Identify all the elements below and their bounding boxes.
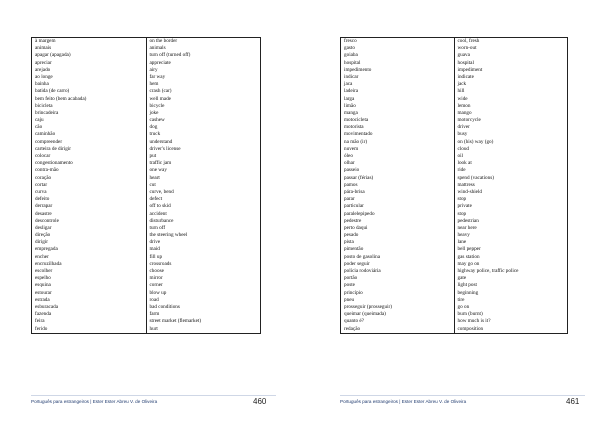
vocab-row bbox=[341, 304, 568, 311]
portuguese-term: queimar (queimada) bbox=[344, 311, 386, 318]
vocab-row bbox=[341, 103, 568, 110]
vocab-row bbox=[32, 311, 261, 318]
portuguese-term: cão bbox=[35, 124, 43, 131]
english-term: how much is it? bbox=[454, 318, 568, 325]
portuguese-term: descontrole bbox=[35, 217, 59, 224]
english-term: gas station bbox=[454, 254, 568, 261]
portuguese-term: poste bbox=[344, 282, 355, 289]
english-term: bad conditions bbox=[146, 304, 261, 311]
english-term: airy bbox=[146, 67, 261, 74]
portuguese-term: particular bbox=[344, 203, 364, 210]
portuguese-term: desastre bbox=[35, 210, 52, 217]
english-term: crash (car) bbox=[146, 88, 261, 95]
portuguese-term: redação bbox=[344, 325, 361, 332]
portuguese-term: olhar bbox=[344, 160, 355, 167]
portuguese-term: bicicleta bbox=[35, 102, 53, 109]
english-term: crossroads bbox=[146, 261, 261, 268]
vocab-row bbox=[32, 182, 261, 189]
english-term: animals bbox=[146, 45, 261, 52]
english-term: wide bbox=[454, 96, 568, 103]
english-term: one way bbox=[146, 167, 261, 174]
vocab-row bbox=[341, 218, 568, 225]
english-term: stop bbox=[454, 196, 568, 203]
vocab-row bbox=[341, 146, 568, 153]
portuguese-term: contra-mão bbox=[35, 167, 59, 174]
portuguese-term: encher bbox=[35, 253, 49, 260]
portuguese-term: dirigir bbox=[35, 239, 48, 246]
vocab-row bbox=[32, 290, 261, 297]
vocab-row bbox=[32, 153, 261, 160]
vocab-row bbox=[32, 167, 261, 174]
portuguese-term: pára-brisa bbox=[344, 188, 365, 195]
portuguese-term: nuvem bbox=[344, 145, 359, 152]
vocab-row bbox=[341, 275, 568, 282]
english-term: hospital bbox=[454, 60, 568, 67]
portuguese-term: animais bbox=[35, 45, 52, 52]
portuguese-term: cortar bbox=[35, 181, 48, 188]
portuguese-term: pista bbox=[344, 239, 354, 246]
english-term: blow up bbox=[146, 290, 261, 297]
footer-rule bbox=[31, 395, 276, 396]
vocab-row bbox=[341, 254, 568, 261]
vocab-row bbox=[341, 60, 568, 67]
english-term: gate bbox=[454, 275, 568, 282]
portuguese-term: escolher bbox=[35, 268, 53, 274]
vocab-row bbox=[32, 139, 261, 146]
vocab-row bbox=[341, 153, 568, 160]
english-term: beginning bbox=[454, 290, 568, 297]
vocab-row bbox=[341, 261, 568, 268]
vocab-row bbox=[32, 297, 261, 304]
vocabulary-table-left bbox=[31, 37, 261, 334]
portuguese-term: brincadeira bbox=[35, 109, 59, 116]
portuguese-term: apagar (apagada) bbox=[35, 52, 71, 59]
vocab-row bbox=[341, 67, 568, 74]
vocab-row bbox=[341, 167, 568, 174]
vocab-row bbox=[32, 96, 261, 103]
english-term: the steering wheel bbox=[146, 232, 261, 239]
english-term: on (his) way (go) bbox=[454, 139, 568, 146]
english-term: light post bbox=[454, 282, 568, 289]
footer-rule bbox=[340, 395, 585, 396]
vocab-row bbox=[341, 211, 568, 218]
english-term: bicycle bbox=[146, 103, 261, 110]
english-term: on the border bbox=[146, 38, 261, 46]
english-term: motorcycle bbox=[454, 117, 568, 124]
english-term: busy bbox=[454, 131, 568, 138]
english-term: off to skid bbox=[146, 203, 261, 210]
vocab-row bbox=[32, 124, 261, 131]
english-term: burn (burnt) bbox=[454, 311, 568, 318]
english-term: far way bbox=[146, 74, 261, 81]
portuguese-term: esburacada bbox=[35, 303, 59, 310]
english-term: highway police, traffic police bbox=[454, 268, 568, 275]
english-term: lemon bbox=[454, 103, 568, 110]
english-term: accident bbox=[146, 211, 261, 218]
portuguese-term: pesado bbox=[344, 232, 359, 239]
vocab-row bbox=[341, 38, 568, 46]
vocab-row bbox=[32, 45, 261, 52]
english-term: driver bbox=[454, 124, 568, 131]
vocab-row bbox=[32, 81, 261, 88]
vocab-row bbox=[341, 225, 568, 232]
portuguese-term: derrapar bbox=[35, 203, 53, 210]
english-term: joke bbox=[146, 110, 261, 117]
portuguese-term: apreciar bbox=[35, 59, 52, 66]
english-term: disturbance bbox=[146, 218, 261, 225]
portuguese-term: pamos bbox=[344, 181, 358, 188]
vocab-row bbox=[32, 225, 261, 232]
portuguese-term: impedimento bbox=[344, 66, 372, 73]
portuguese-term: carteira de dirigir bbox=[35, 145, 72, 152]
english-term: driver's license bbox=[146, 146, 261, 153]
english-term: dog bbox=[146, 124, 261, 131]
vocab-row bbox=[32, 60, 261, 67]
english-term: mirror bbox=[146, 275, 261, 282]
portuguese-term: pedestre bbox=[344, 217, 362, 224]
vocab-row bbox=[32, 110, 261, 117]
portuguese-term: jaca bbox=[344, 81, 353, 88]
english-term: look at bbox=[454, 160, 568, 167]
right-page bbox=[300, 0, 600, 424]
portuguese-term: princípio bbox=[344, 289, 363, 296]
portuguese-term: direção bbox=[35, 232, 51, 239]
portuguese-term: motocicleta bbox=[344, 117, 369, 124]
english-term: hem bbox=[146, 81, 261, 88]
portuguese-term: fresco bbox=[344, 38, 357, 44]
english-term: mango bbox=[454, 110, 568, 117]
vocabulary-table-right bbox=[340, 37, 568, 334]
footer-credit: Português para estrangeiros | Ester Ester Abreu V. de Oliveira bbox=[31, 399, 158, 404]
vocab-row bbox=[32, 38, 261, 46]
portuguese-term: à margem bbox=[35, 38, 56, 44]
portuguese-term: congestionamento bbox=[35, 160, 73, 167]
portuguese-term: defeito bbox=[35, 196, 50, 203]
portuguese-term: caju bbox=[35, 117, 44, 124]
portuguese-term: indicar bbox=[344, 73, 359, 80]
vocab-row bbox=[341, 268, 568, 275]
vocab-row bbox=[341, 139, 568, 146]
portuguese-term: estourar bbox=[35, 289, 52, 296]
vocab-row bbox=[341, 297, 568, 304]
english-term: choose bbox=[146, 268, 261, 275]
vocab-row bbox=[32, 74, 261, 81]
english-term: turn off bbox=[146, 225, 261, 232]
vocab-row bbox=[341, 189, 568, 196]
portuguese-term: paralelepipedo bbox=[344, 210, 375, 217]
portuguese-term: espelho bbox=[35, 275, 51, 282]
english-term: lane bbox=[454, 239, 568, 246]
portuguese-term: encruzilhada bbox=[35, 260, 62, 267]
vocab-row bbox=[32, 103, 261, 110]
portuguese-term: larga bbox=[344, 95, 355, 102]
portuguese-term: pimentão bbox=[344, 246, 364, 253]
portuguese-term: colocar bbox=[35, 153, 51, 159]
vocab-row bbox=[341, 196, 568, 203]
english-term: stop bbox=[454, 211, 568, 218]
english-term: tire bbox=[454, 297, 568, 304]
vocab-row bbox=[32, 239, 261, 246]
english-term: turn off (turned off) bbox=[146, 52, 261, 59]
english-term: worn-out bbox=[454, 45, 568, 52]
english-term: well made bbox=[146, 96, 261, 103]
vocab-row bbox=[32, 175, 261, 182]
portuguese-term: empregada bbox=[35, 246, 58, 253]
vocab-row bbox=[341, 52, 568, 59]
portuguese-term: hospital bbox=[344, 59, 361, 66]
vocab-row bbox=[32, 131, 261, 138]
portuguese-term: poder seguir bbox=[344, 260, 370, 267]
vocab-row bbox=[32, 318, 261, 325]
english-term: cashew bbox=[146, 117, 261, 124]
portuguese-term: ao longe bbox=[35, 73, 53, 80]
portuguese-term: pneu bbox=[344, 296, 355, 303]
vocab-row bbox=[32, 268, 261, 275]
portuguese-term: estrada bbox=[35, 296, 50, 303]
portuguese-term: posto de gasolina bbox=[344, 253, 381, 260]
vocab-row bbox=[341, 232, 568, 239]
portuguese-term: goiaba bbox=[344, 52, 358, 59]
english-term: wind-shield bbox=[454, 189, 568, 196]
english-term: bell pepper bbox=[454, 246, 568, 253]
english-term: impediment bbox=[454, 67, 568, 74]
portuguese-term: ladeira bbox=[344, 88, 359, 95]
vocab-row bbox=[341, 124, 568, 131]
vocab-row bbox=[32, 52, 261, 59]
vocab-row bbox=[341, 246, 568, 253]
portuguese-term: passar (férias) bbox=[344, 174, 374, 181]
english-term: indicate bbox=[454, 74, 568, 81]
vocab-row bbox=[32, 117, 261, 124]
english-term: cloud bbox=[454, 146, 568, 153]
english-term: traffic jam bbox=[146, 160, 261, 167]
vocab-row bbox=[32, 218, 261, 225]
english-term: may go on bbox=[454, 261, 568, 268]
vocab-row bbox=[341, 131, 568, 138]
portuguese-term: compreender bbox=[35, 138, 63, 145]
portuguese-term: limão bbox=[344, 102, 356, 109]
portuguese-term: prosseguir (prosseguir) bbox=[344, 303, 392, 310]
vocab-row bbox=[341, 311, 568, 318]
vocab-row bbox=[32, 88, 261, 95]
english-term: corner bbox=[146, 282, 261, 289]
english-term: appreciate bbox=[146, 60, 261, 67]
vocab-row bbox=[341, 117, 568, 124]
vocab-row bbox=[341, 96, 568, 103]
english-term: heart bbox=[146, 175, 261, 182]
portuguese-term: feira bbox=[35, 318, 45, 325]
vocab-row bbox=[341, 282, 568, 289]
vocab-row bbox=[32, 326, 261, 334]
footer-credit: Português para estrangeiros | Ester Ester Abreu V. de Oliveira bbox=[340, 399, 467, 404]
vocab-row bbox=[32, 203, 261, 210]
vocab-row bbox=[341, 110, 568, 117]
english-term: put bbox=[146, 153, 261, 160]
portuguese-term: quanto é? bbox=[344, 318, 365, 325]
vocab-row bbox=[32, 304, 261, 311]
english-term: guava bbox=[454, 52, 568, 59]
vocab-row bbox=[341, 182, 568, 189]
vocab-row bbox=[32, 196, 261, 203]
vocab-row bbox=[341, 326, 568, 334]
english-term: road bbox=[146, 297, 261, 304]
portuguese-term: manga bbox=[344, 109, 358, 116]
english-term: pedestrian bbox=[454, 218, 568, 225]
vocab-row bbox=[341, 81, 568, 88]
portuguese-term: arejado bbox=[35, 66, 51, 73]
portuguese-term: na mão (ir) bbox=[344, 138, 368, 145]
english-term: defect bbox=[146, 196, 261, 203]
english-term: near here bbox=[454, 225, 568, 232]
vocab-row bbox=[32, 146, 261, 153]
vocab-row bbox=[341, 203, 568, 210]
english-term: heavy bbox=[454, 232, 568, 239]
portuguese-term: esquina bbox=[35, 282, 51, 289]
vocab-row bbox=[341, 160, 568, 167]
vocab-row bbox=[32, 232, 261, 239]
english-term: maid bbox=[146, 246, 261, 253]
portuguese-term: bem feito (bem acabada) bbox=[35, 95, 87, 102]
vocab-row bbox=[32, 189, 261, 196]
portuguese-term: curva bbox=[35, 188, 47, 195]
portuguese-term: motorista bbox=[344, 124, 364, 131]
english-term: mattress bbox=[454, 182, 568, 189]
vocab-row bbox=[341, 175, 568, 182]
page-number: 460 bbox=[253, 397, 267, 406]
english-term: cut bbox=[146, 182, 261, 189]
english-term: fill up bbox=[146, 254, 261, 261]
english-term: jack bbox=[454, 81, 568, 88]
english-term: street market (flemarket) bbox=[146, 318, 261, 325]
portuguese-term: ferido bbox=[35, 325, 48, 332]
vocab-row bbox=[32, 275, 261, 282]
portuguese-term: bainha bbox=[35, 81, 49, 88]
english-term: drive bbox=[146, 239, 261, 246]
vocab-row bbox=[341, 74, 568, 81]
english-term: farm bbox=[146, 311, 261, 318]
portuguese-term: passeio bbox=[344, 167, 360, 174]
english-term: private bbox=[454, 203, 568, 210]
vocab-row bbox=[341, 290, 568, 297]
portuguese-term: movimentado bbox=[344, 131, 373, 138]
vocab-row bbox=[341, 88, 568, 95]
vocab-row bbox=[32, 282, 261, 289]
portuguese-term: batida (de carro) bbox=[35, 88, 70, 95]
portuguese-term: coração bbox=[35, 174, 52, 181]
english-term: cool, fresh bbox=[454, 38, 568, 46]
portuguese-term: perto daqui bbox=[344, 224, 368, 231]
english-term: understand bbox=[146, 139, 261, 146]
english-term: oil bbox=[454, 153, 568, 160]
vocab-row bbox=[32, 246, 261, 253]
english-term: composition bbox=[454, 326, 568, 334]
english-term: truck bbox=[146, 131, 261, 138]
page-number: 461 bbox=[566, 397, 580, 406]
vocab-row bbox=[32, 261, 261, 268]
english-term: go on bbox=[454, 304, 568, 311]
vocab-row bbox=[341, 239, 568, 246]
vocab-row bbox=[341, 318, 568, 325]
english-term: spend (vacations) bbox=[454, 175, 568, 182]
vocab-row bbox=[32, 254, 261, 261]
vocab-row bbox=[341, 45, 568, 52]
portuguese-term: óleo bbox=[344, 153, 353, 159]
english-term: ride bbox=[454, 167, 568, 174]
portuguese-term: polícia rodoviária bbox=[344, 268, 381, 274]
vocab-row bbox=[32, 67, 261, 74]
english-term: hill bbox=[454, 88, 568, 95]
portuguese-term: caminhão bbox=[35, 131, 56, 138]
english-term: hurt bbox=[146, 326, 261, 334]
portuguese-term: portão bbox=[344, 275, 358, 282]
portuguese-term: gasto bbox=[344, 45, 355, 52]
vocab-row bbox=[32, 160, 261, 167]
portuguese-term: fazenda bbox=[35, 311, 52, 318]
portuguese-term: parar bbox=[344, 196, 355, 203]
portuguese-term: desligar bbox=[35, 224, 52, 231]
english-term: curve, bend bbox=[146, 189, 261, 196]
vocab-row bbox=[32, 211, 261, 218]
